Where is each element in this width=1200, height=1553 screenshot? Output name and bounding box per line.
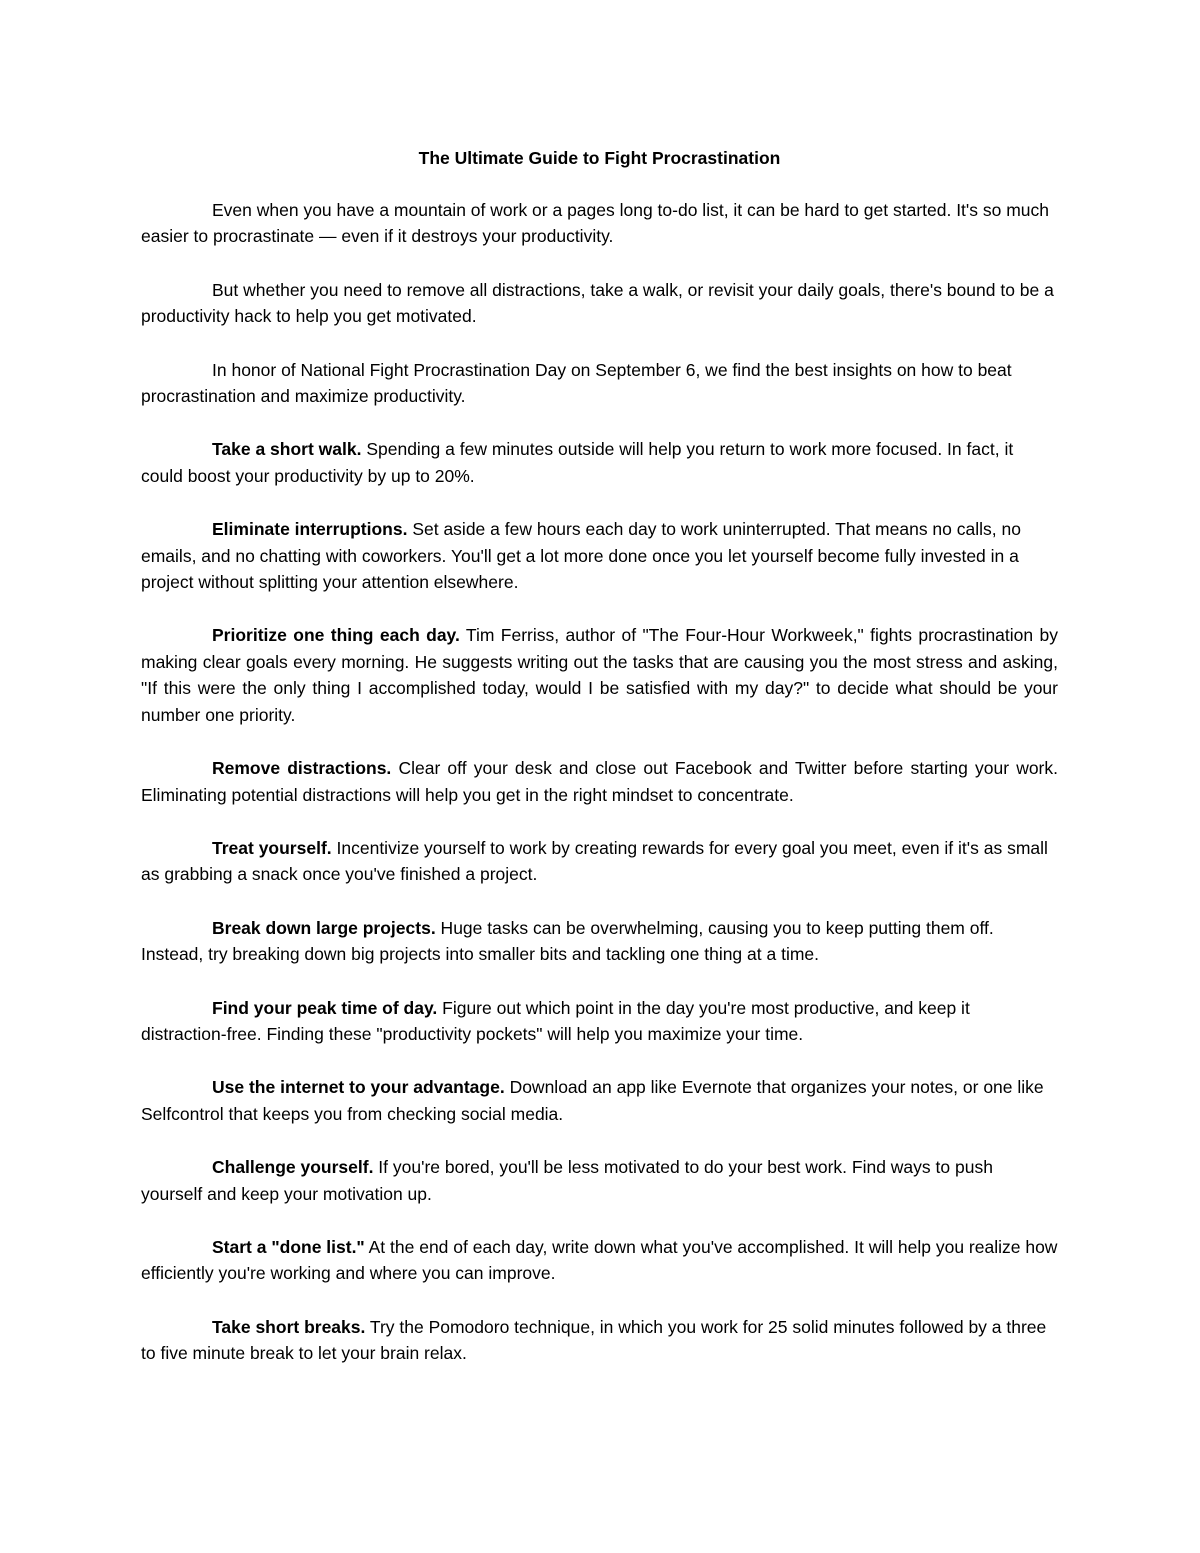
- tip-text: Spending a few minutes outside will help you return to work more focused. In fact, it could boost your productivity by up to 20%.: [141, 439, 1014, 486]
- tip-paragraph: [141, 1234, 1058, 1287]
- tip-text: At the end of each day, write down what you've accomplished. It will help you realize how efficiently you're working and where you can improve.: [141, 1236, 1058, 1284]
- tip-text: Incentivize yourself to work by creating rewards for every goal you meet, even if it's as small as grabbing a snack once you've finished a project.: [141, 837, 1048, 885]
- tip-text: Tim Ferriss, author of "The Four-Hour Workweek," fights procrastination by making clear goals every morning. He suggests writing out the tasks that are causing you the most stress and asking, "If this were the only thing I accomplished today, would I be satisfied with my day?" to decide what should be your number one priority.: [141, 625, 1058, 725]
- tip-paragraph: [141, 622, 1058, 728]
- tip-paragraph: [141, 995, 1058, 1048]
- tip-paragraph: [141, 1314, 1058, 1367]
- tip-paragraph: [141, 915, 1058, 968]
- document-title: The Ultimate Guide to Fight Procrastination: [418, 148, 781, 168]
- tip-heading: Challenge yourself.: [212, 1157, 374, 1178]
- document-body: [141, 197, 1058, 1394]
- tip-heading: Start a "done list.": [212, 1236, 365, 1257]
- tip-text: If you're bored, you'll be less motivated to do your best work. Find ways to push yourself and keep your motivation up.: [141, 1157, 993, 1204]
- tip-heading: Remove distractions.: [212, 758, 392, 779]
- tip-text: Huge tasks can be overwhelming, causing you to keep putting them off. Instead, try breaking down big projects into smaller bits and tackling one thing at a time.: [141, 917, 994, 965]
- tip-paragraph: [141, 755, 1058, 808]
- tip-heading: Find your peak time of day.: [212, 997, 438, 1018]
- tip-text: Download an app like Evernote that organizes your notes, or one like Selfcontrol that keeps you from checking social media.: [141, 1077, 1044, 1124]
- tip-text: Try the Pomodoro technique, in which you work for 25 solid minutes followed by a three to five minute break to let your brain relax.: [141, 1316, 1047, 1364]
- tip-paragraph: [141, 516, 1058, 595]
- tip-text: Clear off your desk and close out Facebook and Twitter before starting your work. Eliminating potential distractions will help you get in the right mindset to concentrate.: [141, 758, 1058, 805]
- tip-paragraph: [141, 835, 1058, 888]
- tip-heading: Use the internet to your advantage.: [212, 1077, 505, 1098]
- intro-paragraph: Even when you have a mountain of work or a pages long to-do list, it can be hard to get started. It's so much easier to procrastinate — even if it destroys your productivity.: [141, 200, 1050, 247]
- tip-heading: Break down large projects.: [212, 917, 436, 938]
- tip-heading: Take a short walk.: [212, 439, 362, 460]
- tip-heading: Take short breaks.: [212, 1316, 366, 1337]
- tip-text: Set aside a few hours each day to work uninterrupted. That means no calls, no emails, and no chatting with coworkers. You'll get a lot more done once you let yourself become fully invested in a project without splitting your attention elsewhere.: [141, 519, 1021, 593]
- tip-text: Figure out which point in the day you're most productive, and keep it distraction-free. Finding these "productivity pockets" will help you maximize your time.: [141, 997, 970, 1044]
- tip-paragraph: [141, 1074, 1058, 1127]
- tip-paragraph: [141, 1154, 1058, 1207]
- tip-heading: Eliminate interruptions.: [212, 519, 408, 540]
- tip-heading: Prioritize one thing each day.: [212, 625, 460, 646]
- intro-paragraph: In honor of National Fight Procrastination Day on September 6, we find the best insights on how to beat procrastination and maximize productivity.: [141, 359, 1012, 407]
- tip-heading: Treat yourself.: [212, 837, 332, 858]
- tip-paragraph: [141, 436, 1058, 489]
- intro-paragraph: But whether you need to remove all distractions, take a walk, or revisit your daily goals, there's bound to be a productivity hack to help you get motivated.: [141, 279, 1054, 327]
